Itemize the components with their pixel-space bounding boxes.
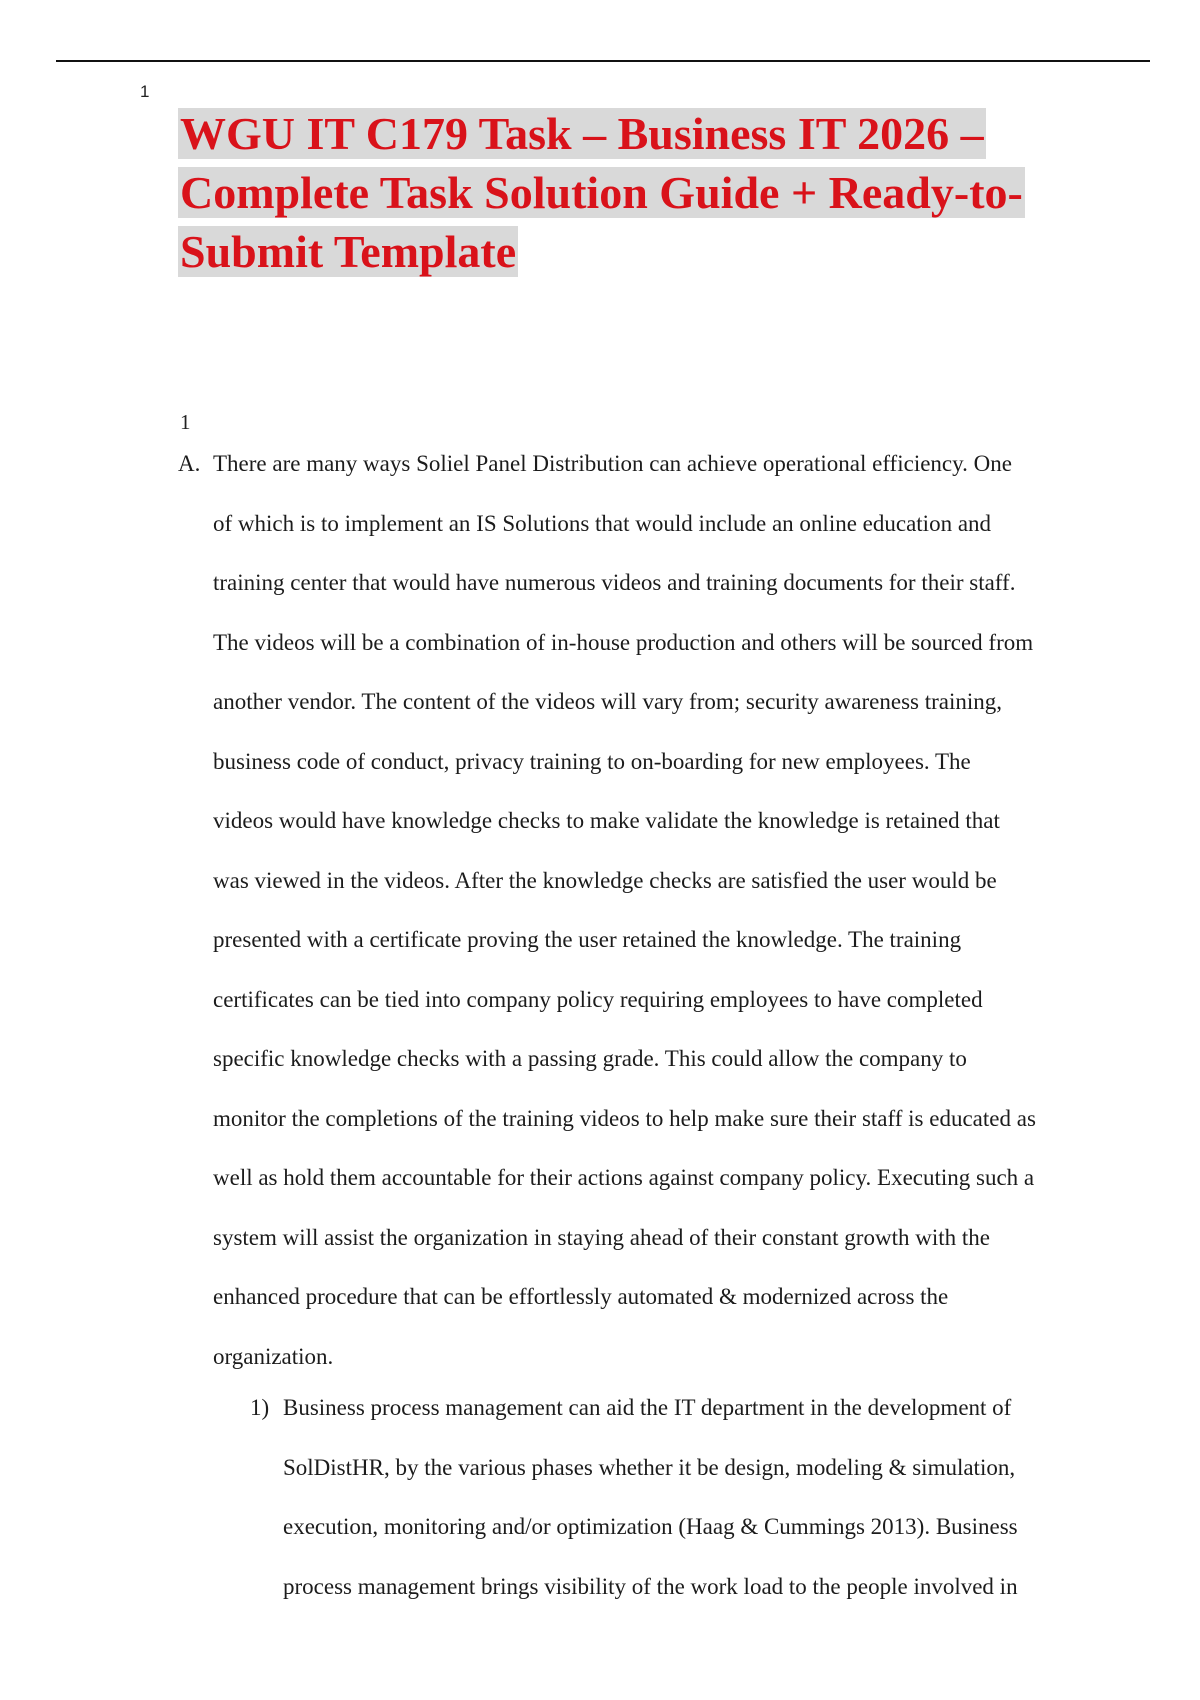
paragraph-line: enhanced procedure that can be effortlessly automated & modernized across the: [213, 1284, 949, 1309]
paragraph-line: business code of conduct, privacy training to on-boarding for new employees. The: [213, 748, 971, 774]
paragraph-line: process management brings visibility of the work load to the people involved in: [283, 1573, 1018, 1599]
paragraph-line: certificates can be tied into company policy requiring employees to have completed: [213, 986, 983, 1012]
section-a: [178, 434, 1068, 1386]
page-number-header: 1: [140, 82, 150, 101]
section-a-text: [213, 434, 1068, 1386]
paragraph-line: organization.: [213, 1343, 334, 1369]
paragraph-line: The videos will be a combination of in-house production and others will be sourced from: [213, 629, 1034, 655]
section-1-text: [283, 1378, 1070, 1616]
paragraph-line: well as hold them accountable for their actions against company policy. Executing such a: [213, 1165, 1035, 1190]
paragraph-line: was viewed in the videos. After the knowledge checks are satisfied the user would be: [213, 867, 997, 893]
section-a-marker: A.: [178, 451, 201, 476]
paragraph-line: system will assist the organization in staying ahead of their constant growth with the: [213, 1224, 990, 1250]
paragraph-line: videos would have knowledge checks to make validate the knowledge is retained that: [213, 808, 1000, 833]
section-1: [250, 1378, 1070, 1616]
paragraph-line: execution, monitoring and/or optimization (Haag & Cummings 2013). Business: [283, 1514, 1018, 1539]
paragraph-line: training center that would have numerous videos and training documents for their staff.: [213, 570, 1016, 595]
body-page-number: 1: [180, 410, 191, 434]
paragraph-line: Business process management can aid the IT department in the development of: [283, 1395, 1012, 1420]
paragraph-line: of which is to implement an IS Solutions that would include an online education and: [213, 510, 992, 536]
title-line: WGU IT C179 Task – Business IT 2026 –: [180, 108, 984, 159]
paragraph-line: There are many ways Soliel Panel Distribution can achieve operational efficiency. One: [213, 451, 1012, 476]
section-1-marker: 1): [250, 1395, 270, 1420]
paragraph-line: another vendor. The content of the videos will vary from; security awareness training,: [213, 689, 1003, 714]
title-line: Submit Template: [180, 226, 517, 277]
paragraph-line: presented with a certificate proving the user retained the knowledge. The training: [213, 927, 962, 952]
paragraph-line: monitor the completions of the training videos to help make sure their staff is educated as: [213, 1105, 1036, 1131]
title-line: Complete Task Solution Guide + Ready-to-: [180, 167, 1023, 218]
document-title: [178, 104, 1078, 281]
paragraph-line: SolDistHR, by the various phases whether it be design, modeling & simulation,: [283, 1454, 1016, 1480]
header-rule: [56, 60, 1150, 62]
paragraph-line: specific knowledge checks with a passing grade. This could allow the company to: [213, 1046, 967, 1071]
